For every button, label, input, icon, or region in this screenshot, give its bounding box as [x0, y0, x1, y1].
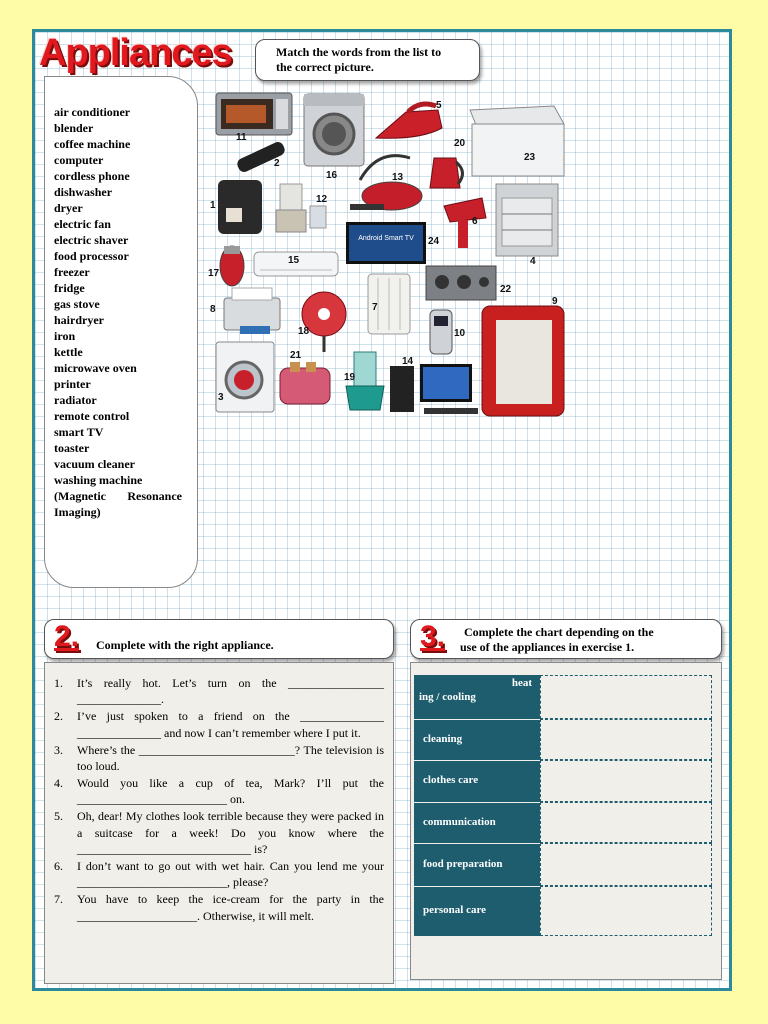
picture-number-16: 16 — [326, 170, 338, 181]
picture-number-21: 21 — [290, 350, 302, 361]
category-label — [414, 886, 540, 936]
exercise1-instruction: Match the words from the list to the correct picture. — [255, 39, 480, 81]
picture-number-9: 9 — [552, 296, 558, 307]
word-list-item: cordless phone — [54, 169, 130, 183]
sentence-number: 4. — [54, 775, 63, 790]
exercise3-instruction: Complete the chart depending on the use of the appliances in exercise 1. — [460, 625, 654, 654]
word-list-item: radiator — [54, 393, 97, 407]
coffee-machine-icon — [218, 180, 262, 234]
exercise2-sentence — [54, 858, 384, 891]
picture-number-2: 2 — [274, 158, 280, 169]
toaster-icon — [280, 362, 330, 404]
exercise2-sentence — [54, 742, 384, 775]
category-label-part: cleaning — [423, 732, 463, 745]
word-list-item: electric fan — [54, 217, 111, 231]
computer-icon — [390, 364, 478, 414]
electric-fan-icon — [302, 292, 346, 352]
picture-number-7: 7 — [372, 302, 378, 313]
word-list-item: kettle — [54, 345, 83, 359]
food-processor-icon — [276, 184, 326, 232]
picture-number-3: 3 — [218, 392, 224, 403]
answer-cell[interactable] — [540, 802, 712, 843]
exercise2-sentence — [54, 775, 384, 808]
word-list-item: toaster — [54, 441, 90, 455]
word-list-item: dryer — [54, 201, 83, 215]
sentence-number: 6. — [54, 858, 63, 873]
word-list-item: vacuum cleaner — [54, 457, 135, 471]
hairdryer-icon — [444, 198, 486, 248]
word-list-item: food processor — [54, 249, 129, 263]
category-label — [414, 760, 540, 802]
exercise3-number: 3. — [420, 620, 446, 653]
category-label-part: food preparation — [423, 857, 503, 870]
picture-number-14: 14 — [402, 356, 414, 367]
category-label-part: heat — [511, 677, 532, 689]
picture-number-4: 4 — [530, 256, 536, 267]
exercise2-number: 2. — [54, 620, 80, 653]
electric-shaver-icon — [220, 246, 244, 286]
dishwasher-icon — [496, 184, 558, 256]
sentence-text: I’ve just spoken to a friend on the ______________ ______________ and now I can’t remember where I put it. — [77, 709, 384, 740]
picture-number-20: 20 — [454, 138, 466, 149]
printer-icon — [224, 288, 280, 334]
iron-icon — [376, 104, 442, 138]
answer-cell[interactable] — [540, 719, 712, 760]
sentence-number: 2. — [54, 709, 63, 724]
smart-tv-icon — [346, 222, 426, 264]
fridge-icon — [482, 306, 564, 416]
word-list — [54, 104, 182, 520]
dryer-icon — [304, 94, 364, 166]
picture-number-13: 13 — [392, 172, 404, 183]
picture-number-24: 24 — [428, 236, 440, 247]
appliance-pictures-canvas — [210, 88, 572, 418]
sentence-text: Where’s the __________________________? The television is too loud. — [77, 742, 384, 774]
category-label-part: clothes care — [423, 774, 479, 786]
word-list-item: electric shaver — [54, 233, 129, 247]
category-label — [414, 843, 540, 886]
sentence-text: Oh, dear! My clothes look terrible because they were packed in a suitcase for a week! Do you know where the _____________________________ is? — [77, 809, 384, 857]
word-list-item: hairdryer — [54, 313, 104, 327]
word-list-item: fridge — [54, 281, 85, 295]
word-list-item: smart TV — [54, 425, 104, 439]
category-label-part: ing / cooling — [419, 691, 476, 703]
category-label-part: communication — [423, 815, 496, 828]
sentence-number: 3. — [54, 742, 63, 757]
word-list-item: blender — [54, 121, 94, 135]
word-list-item: air conditioner — [54, 105, 131, 119]
sentence-number: 1. — [54, 676, 63, 690]
gas-stove-icon — [426, 266, 496, 300]
picture-number-23: 23 — [524, 152, 536, 163]
appliance-pictures — [210, 88, 572, 418]
sentence-text: I don’t want to go out with wet hair. Can you lend me your _________________________, please? — [77, 858, 384, 890]
exercise2-sentence — [54, 891, 384, 924]
sentence-number: 7. — [54, 892, 63, 907]
word-list-item: microwave oven — [54, 361, 137, 375]
sentence-text: You have to keep the ice-cream for the party in the ____________________. Otherwise, it will melt. — [77, 892, 384, 923]
picture-number-10: 10 — [454, 328, 466, 339]
exercise2-sentence — [54, 808, 384, 857]
exercise2-sentence — [54, 708, 384, 741]
picture-number-18: 18 — [298, 326, 310, 337]
word-list-item: printer — [54, 377, 91, 391]
word-list-item: gas stove — [54, 297, 100, 311]
answer-cell[interactable] — [540, 886, 712, 936]
exercise2-sentence — [54, 675, 384, 708]
category-label — [414, 719, 540, 760]
picture-number-11: 11 — [236, 132, 247, 143]
picture-number-19: 19 — [344, 372, 356, 383]
word-list-item: coffee machine — [54, 137, 131, 151]
sentence-text: It’s really hot. Let’s turn on the ________________ ______________. — [77, 676, 384, 707]
sentence-text: Would you like a cup of tea, Mark? I’ll put the _________________________ on. — [77, 775, 384, 807]
worksheet-title: Appliances — [39, 32, 232, 74]
word-list-item: washing machine — [54, 473, 143, 487]
word-list-item: (Magnetic Resonance — [54, 489, 182, 503]
sentence-number: 5. — [54, 809, 63, 824]
microwave-oven-icon — [216, 93, 292, 135]
picture-number-5: 5 — [436, 100, 442, 111]
word-list-item: computer — [54, 153, 104, 167]
category-label — [414, 802, 540, 843]
category-label — [414, 675, 540, 719]
picture-number-17: 17 — [208, 268, 220, 279]
picture-number-8: 8 — [210, 304, 216, 315]
word-list-item: iron — [54, 329, 76, 343]
freezer-icon — [470, 106, 564, 176]
picture-number-15: 15 — [288, 255, 300, 266]
answer-cell[interactable] — [540, 675, 712, 719]
cordless-phone-icon — [430, 310, 452, 354]
tv-screen-text: Android Smart TV — [358, 235, 414, 242]
category-label-part: personal care — [423, 904, 487, 916]
picture-number-12: 12 — [316, 194, 328, 205]
picture-number-22: 22 — [500, 284, 512, 295]
picture-number-6: 6 — [472, 216, 478, 227]
exercise2-sentences — [54, 675, 384, 925]
word-list-item: freezer — [54, 265, 90, 279]
washing-machine-icon — [216, 342, 274, 412]
word-list-item: dishwasher — [54, 185, 113, 199]
answer-cell[interactable] — [540, 760, 712, 802]
word-list-item: remote control — [54, 409, 130, 423]
kettle-icon — [430, 158, 463, 188]
word-list-item: Imaging) — [54, 505, 101, 519]
picture-number-1: 1 — [210, 200, 216, 211]
answer-cell[interactable] — [540, 843, 712, 886]
exercise2-instruction: Complete with the right appliance. — [96, 638, 274, 652]
